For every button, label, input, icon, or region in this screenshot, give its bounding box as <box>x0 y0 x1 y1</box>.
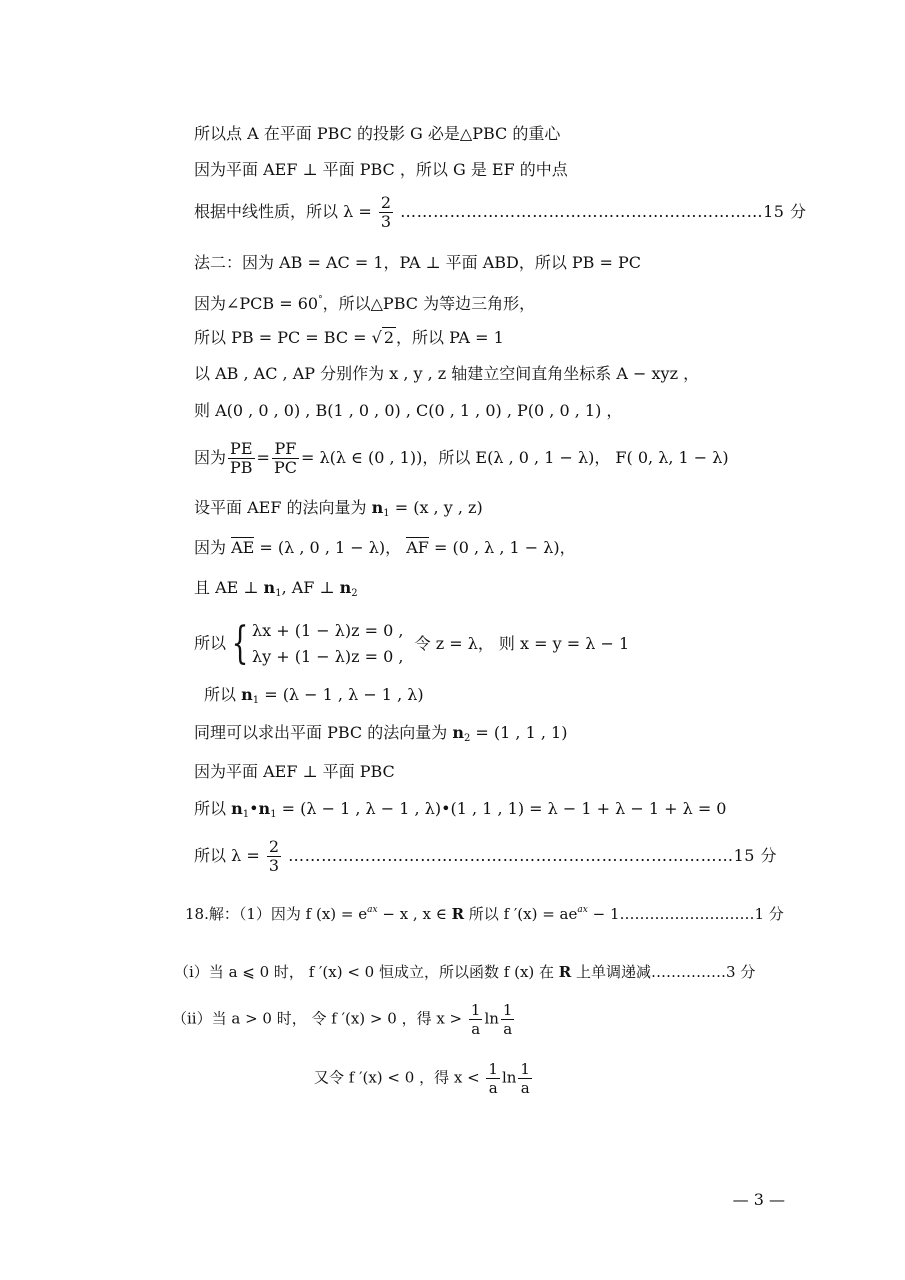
ln-symbol: ln <box>501 1068 517 1087</box>
vector-n1: n <box>241 685 253 704</box>
fraction-one-over-a <box>518 1060 532 1097</box>
denominator: a <box>520 1079 530 1097</box>
line-1: 所以点 A 在平面 PBC 的投影 G 必是△PBC 的重心 <box>194 124 561 143</box>
line-9-pre: 因为 <box>194 448 227 467</box>
page-number: — 3 — <box>732 1190 785 1209</box>
line-14-pre: 所以 <box>204 685 242 704</box>
denominator: 3 <box>268 856 279 875</box>
equals: = <box>256 448 270 467</box>
line-19-mid: − x , x ∈ <box>377 905 452 923</box>
line-13-post: 令 z = λ， 则 x = y = λ − 1 <box>414 634 630 653</box>
numerator: 1 <box>470 1001 481 1019</box>
ln-symbol: ln <box>484 1009 499 1028</box>
line-10 <box>194 498 483 524</box>
reals-symbol: R <box>451 905 465 923</box>
vector-n1: n <box>263 578 276 597</box>
line-16: 因为平面 AEF ⊥ 平面 PBC <box>194 762 395 781</box>
score-leader: ………………………………………………………………………15 分 <box>288 846 778 865</box>
numerator: 1 <box>502 1001 513 1019</box>
vector-n: n <box>371 498 384 517</box>
denominator: PB <box>230 458 253 477</box>
line-9-post: = λ(λ ∈ (0 , 1))，所以 E(λ , 0 , 1 − λ)， F( 0, λ, 1 − λ) <box>300 448 729 467</box>
vector-n2: n <box>339 578 352 597</box>
fraction-one-over-a <box>501 1001 515 1038</box>
line-22-pre: 又令 f ′(x) < 0 ，得 x < <box>314 1068 485 1087</box>
line-8: 则 A(0 , 0 , 0) , B(1 , 0 , 0) , C(0 , 1 , 0) , P(0 , 0 , 1) ， <box>194 401 623 420</box>
line-10-post: = (x , y , z) <box>389 498 483 517</box>
line-19-post: − 1………………………1 分 <box>587 905 784 923</box>
subscript: 2 <box>351 588 358 599</box>
subscript: 1 <box>242 809 250 820</box>
line-14-post: = (λ − 1 , λ − 1 , λ) <box>259 685 424 704</box>
denominator: a <box>488 1079 498 1097</box>
vector-ae: AE <box>231 538 255 557</box>
line-21-pre: （ii）当 a > 0 时， 令 f ′(x) > 0 ，得 x > <box>172 1009 467 1028</box>
line-11-pre: 因为 <box>194 538 232 557</box>
line-13 <box>194 618 629 670</box>
subscript: 1 <box>270 809 277 820</box>
line-5-pre: 因为∠PCB = 60 <box>194 294 319 313</box>
line-12 <box>194 578 358 604</box>
score-leader: …………………………………………………………15 分 <box>400 202 807 221</box>
line-17-post: = (λ − 1 , λ − 1 , λ)•(1 , 1 , 1) = λ − 1 + λ − 1 + λ = 0 <box>276 799 727 818</box>
fraction-one-over-a <box>469 1001 483 1038</box>
line-19-mid2: 所以 f ′(x) = ae <box>464 905 578 923</box>
exponent: ax <box>577 905 588 915</box>
line-6-post: ，所以 PA = 1 <box>396 328 504 347</box>
line-3 <box>194 194 807 231</box>
line-19-pre: 18.解：（1）因为 f (x) = e <box>185 905 368 923</box>
line-17-pre: 所以 <box>194 799 232 818</box>
subscript: 1 <box>252 695 260 706</box>
line-15-pre: 同理可以求出平面 PBC 的法向量为 <box>194 723 453 742</box>
line-18 <box>194 838 777 875</box>
fraction-pe-pb <box>228 440 255 477</box>
vector-n: n <box>258 799 271 818</box>
line-2: 因为平面 AEF ⊥ 平面 PBC ，所以 G 是 EF 的中点 <box>194 160 568 179</box>
equation-system <box>252 618 404 670</box>
reals-symbol: R <box>558 963 572 981</box>
radicand: 2 <box>383 328 395 347</box>
denominator: PC <box>273 458 297 477</box>
numerator: 2 <box>268 837 279 856</box>
line-7: 以 AB , AC , AP 分别作为 x , y , z 轴建立空间直角坐标系 A − xyz ， <box>194 364 700 383</box>
vector-n1: n <box>231 799 243 818</box>
numerator: PF <box>272 440 299 459</box>
fraction-pf-pc <box>272 440 299 477</box>
subscript: 1 <box>275 588 282 599</box>
subscript: 2 <box>463 733 471 744</box>
exponent: ax <box>367 905 378 915</box>
line-18-pre: 所以 λ = <box>194 846 265 865</box>
equation-2: λy + (1 − λ)z = 0 , <box>252 647 404 666</box>
line-20-post: 上单调递减……………3 分 <box>571 963 756 981</box>
denominator: a <box>503 1020 513 1038</box>
fraction-two-thirds <box>379 194 393 231</box>
numerator: 1 <box>488 1060 498 1078</box>
line-19 <box>185 900 784 924</box>
line-11 <box>194 538 576 558</box>
line-5 <box>194 290 535 314</box>
line-17 <box>194 799 726 825</box>
line-5-post: ，所以△PBC 为等边三角形， <box>322 294 536 313</box>
subscript: 1 <box>383 508 390 519</box>
line-11-post: = (0 , λ , 1 − λ)， <box>428 538 576 557</box>
numerator: 1 <box>520 1060 530 1078</box>
dot-operator: • <box>249 799 259 818</box>
line-20 <box>174 962 755 982</box>
line-21 <box>172 1001 516 1038</box>
fraction-two-thirds <box>267 838 281 875</box>
vector-n2: n <box>452 723 464 742</box>
line-11-mid: = (λ , 0 , 1 − λ)， <box>254 538 407 557</box>
vector-af: AF <box>406 538 429 557</box>
line-10-pre: 设平面 AEF 的法向量为 <box>194 498 372 517</box>
line-15-post: = (1 , 1 , 1) <box>470 723 568 742</box>
line-6 <box>194 328 504 348</box>
line-12-mid: , AF ⊥ <box>281 578 340 597</box>
line-4: 法二：因为 AB = AC = 1，PA ⊥ 平面 ABD，所以 PB = PC <box>194 253 642 272</box>
line-15 <box>194 723 567 749</box>
line-14 <box>204 685 424 711</box>
line-13-pre: 所以 <box>194 633 227 653</box>
denominator: 3 <box>380 212 391 231</box>
numerator: PE <box>228 440 255 459</box>
degree-sign: ° <box>318 295 323 305</box>
fraction-one-over-a <box>486 1060 500 1097</box>
line-6-pre: 所以 PB = PC = BC = √ <box>194 328 382 347</box>
equation-1: λx + (1 − λ)z = 0 , <box>252 621 404 640</box>
left-brace: { <box>231 618 249 669</box>
denominator: a <box>471 1020 481 1038</box>
line-12-pre: 且 AE ⊥ <box>194 578 264 597</box>
numerator: 2 <box>380 193 391 212</box>
line-22 <box>314 1060 534 1097</box>
line-3-text: 根据中线性质，所以 λ = <box>194 202 377 221</box>
line-9 <box>194 440 729 477</box>
line-20-pre: （i）当 a ⩽ 0 时， f ′(x) < 0 恒成立，所以函数 f (x) 在 <box>174 963 559 981</box>
